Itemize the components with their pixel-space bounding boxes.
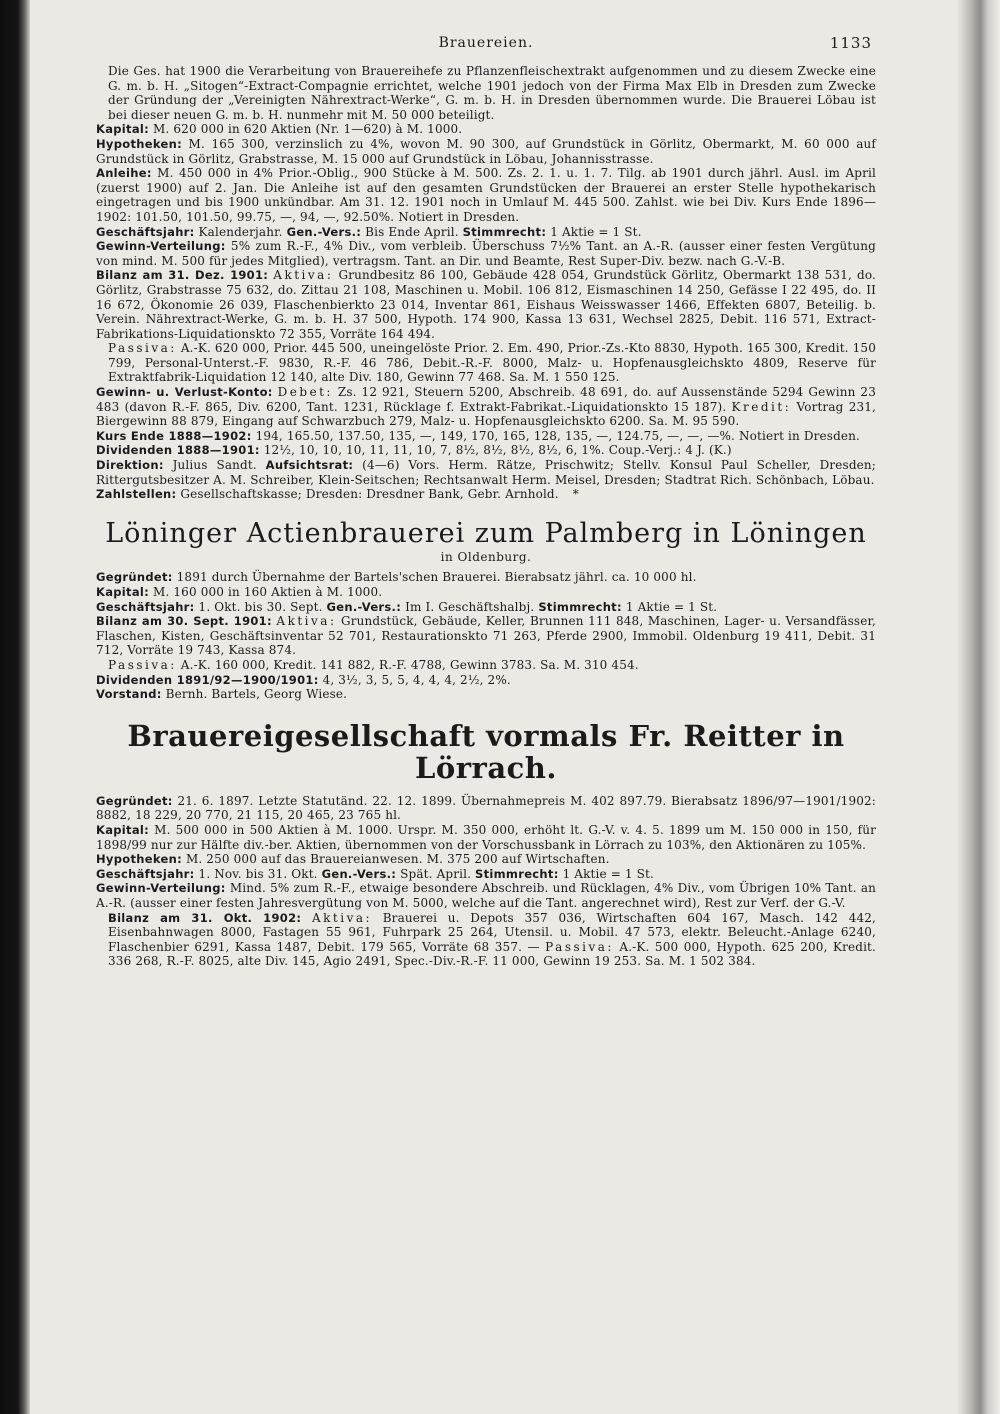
s3-geschaeftsjahr-text: 1. Nov. bis 31. Okt. <box>198 866 318 881</box>
aufsichtsrat-label: Aufsichtsrat: <box>265 458 354 473</box>
kapital-entry <box>96 122 876 137</box>
company-title-loerrach: Brauereigesellschaft vormals Fr. Reitter in Lörrach. <box>127 718 845 785</box>
direktion-label: Direktion: <box>96 458 164 473</box>
geschaeftsjahr-text: Kalenderjahr. <box>198 224 283 239</box>
aktiva-label: Aktiva: <box>273 268 334 283</box>
s3-kapital-entry <box>96 823 876 852</box>
s3-stimmrecht-text: 1 Aktie = 1 St. <box>562 866 654 881</box>
gewinn-verlust-label: Gewinn- u. Verlust-Konto: <box>96 385 273 400</box>
kredit-text: Vortrag 231, Biergewinn 88 879, Eingang auf Schwarzbuch 279, Malz- u. Hopfenausgleichskto 6200. Sa. M. 95 590. <box>96 399 877 429</box>
s2-passiva-entry <box>96 658 876 673</box>
debet-label: Debet: <box>277 385 333 400</box>
s2-bilanz-label: Bilanz am 30. Sept. 1901: <box>96 614 272 629</box>
bilanz-entry <box>96 268 876 341</box>
anleihe-text: M. 450 000 in 4% Prior.-Oblig., 900 Stücke à M. 500. Zs. 2. 1. u. 1. 7. Tilg. ab 1901 durch jährl. Ausl. im April (zuerst 1900) auf 2. Jan. Die Anleihe ist auf den gesamten Grundstücken der Brauerei an erster Stelle hypothekarisch eingetragen und bis 1900 unkündbar. Am 31. 12. 1901 noch in Umlauf M. 445 500. Zahlst. wie bei Div. Kurs Ende 1896—1902: 101.50, 101.50, 99.75, —, 94, —, 92.50%. Notiert in Dresden. <box>96 166 876 224</box>
s2-aktiva-label: Aktiva: <box>276 614 337 629</box>
s2-vorstand-text: Bernh. Bartels, Georg Wiese. <box>165 687 348 702</box>
s2-gegruendet-text: 1891 durch Übernahme der Bartels'schen Brauerei. Bierabsatz jährl. ca. 10 000 hl. <box>176 570 697 585</box>
s2-kapital-entry <box>96 585 876 600</box>
running-head-title: Brauereien. <box>438 35 534 51</box>
gen-vers-text: Bis Ende April. <box>365 224 459 239</box>
dividenden-entry <box>96 443 876 458</box>
s3-aktiva-label: Aktiva: <box>311 910 373 925</box>
zahlstellen-entry <box>96 487 876 502</box>
intro-paragraph: Die Ges. hat 1900 die Verarbeitung von Brauereihefe zu Pflanzenfleischextrakt aufgenommen und zu diesem Zwecke eine G. m. b. H. „Sitogen“-Extract-Compagnie errichtet, welche 1901 jedoch von der Firma Max Elb in Dresden zum Zwecke der Gründung der „Vereinigten Nährextract-Werke“, G. m. b. H. in Dresden übernommen wurde. Die Brauerei Löbau ist bei dieser neuen G. m. b. H. nunmehr mit M. 50 000 beteiligt. <box>108 64 876 122</box>
s2-gegruendet-label: Gegründet: <box>96 570 173 585</box>
page-content <box>96 30 876 969</box>
s2-vorstand-entry <box>96 687 876 702</box>
s3-gegruendet-label: Gegründet: <box>96 793 173 808</box>
gewinn-verteilung-entry <box>96 239 876 268</box>
page-spine-shadow <box>0 0 30 1414</box>
s3-gewinn-verteilung-entry <box>96 881 876 910</box>
kurs-label: Kurs Ende 1888—1902: <box>96 428 252 443</box>
s3-bilanz-entry: Bilanz am 31. Okt. 1902: Aktiva: Brauerei u. Depots 357 036, Wirtschaften 604 167, Masch. 142 442, Eisenbahnwagen 8000, Fastagen 55 961, Fuhrpark 25 264, Utensil. u. Mobil. 47 573, elektr. Beleucht.-Anlage 6240, Flaschenbier 6291, Kassa 1487, Debit. 179 565, Vorräte 68 357. — Passiva: A.-K. 500 000, Hypoth. 625 200, Kredit. 336 268, R.-F. 8025, alte Div. 145, Agio 2491, Spec.-Div.-R.-F. 11 000, Gewinn 19 253. Sa. M. 1 502 384. <box>108 910 877 969</box>
passiva-entry <box>96 341 876 385</box>
dividenden-text: 12½, 10, 10, 10, 11, 11, 10, 7, 8½, 8½, 8½, 8½, 6, 1%. Coup.-Verj.: 4 J. (K.) <box>263 443 732 458</box>
s3-aktiva-text: Brauerei u. Depots 357 036, Wirtschaften 604 167, Masch. 142 442, Eisenbahnwagen 8000, Fastagen 55 961, Fuhrpark 25 264, Utensil. u. Mobil. 47 573, elektr. Beleucht.-Anlage 6240, Flaschenbier 6291, Kassa 1487, Debit. 179 565, Vorräte 68 357. <box>108 910 877 954</box>
s2-geschaeftsjahr-label: Geschäftsjahr: <box>96 599 195 614</box>
s2-dividenden-label: Dividenden 1891/92—1900/1901: <box>96 672 319 687</box>
gewinn-verteilung-text: 5% zum R.-F., 4% Div., vom verbleib. Überschuss 7½% Tant. an A.-R. (ausser einer festen Vergütung von mind. M. 500 für jedes Mitglied), vertragsm. Tant. an Dir. und Beamte, Rest Super-Div. bezw. nach G.-V.-B. <box>96 239 876 268</box>
direktion-entry <box>96 458 876 487</box>
geschaeftsjahr-label: Geschäftsjahr: <box>96 224 195 239</box>
s3-stimmrecht-label: Stimmrecht: <box>475 866 559 881</box>
s2-kapital-text: M. 160 000 in 160 Aktien à M. 1000. <box>153 585 383 599</box>
s2-aktiva-text: Grundstück, Gebäude, Keller, Brunnen 111 848, Maschinen, Lager- u. Versandfässer, Flaschen, Kisten, Geschäftsinventar 52 701, Restaurationskto 71 263, Pferde 2900, Immobil. Oldenburg 19 411, Debit. 31 712, Vorräte 19 743, Kassa 874. <box>96 614 877 658</box>
gewinn-verlust-entry <box>96 385 876 429</box>
passiva-text: A.-K. 620 000, Prior. 445 500, uneingelöste Prior. 2. Em. 490, Prior.-Zs.-Kto 8830, Hypoth. 165 300, Kredit. 150 799, Personal-Unterst.-F. 9830, R.-F. 46 786, Debit.-R.-F. 8000, Malz- u. Hopfenausgleichskto 4809, Reserve für Extraktfabrik-Liquidation 12 140, alte Div. 180, Gewinn 77 468. Sa. M. 1 550 125. <box>108 341 877 385</box>
s3-hypotheken-text: M. 250 000 auf das Brauereianwesen. M. 375 200 auf Wirtschaften. <box>185 852 610 867</box>
anleihe-label: Anleihe: <box>96 166 152 181</box>
s2-kapital-label: Kapital: <box>96 585 150 599</box>
s3-gewinn-verteilung-label: Gewinn-Verteilung: <box>96 881 226 896</box>
s3-gen-vers-label: Gen.-Vers.: <box>321 866 397 881</box>
s3-passiva-text: A.-K. 500 000, Hypoth. 625 200, Kredit. 336 268, R.-F. 8025, alte Div. 145, Agio 2491, Spec.-Div.-R.-F. 11 000, Gewinn 19 253. Sa. M. 1 502 384. <box>108 939 876 969</box>
zahlstellen-label: Zahlstellen: <box>96 487 177 502</box>
s2-geschaeftsjahr-entry <box>96 600 876 615</box>
kapital-label: Kapital: <box>96 122 150 137</box>
s2-geschaeftsjahr-text: 1. Okt. bis 30. Sept. <box>198 599 323 614</box>
s2-gen-vers-label: Gen.-Vers.: <box>326 599 402 614</box>
geschaeftsjahr-entry <box>96 225 876 240</box>
running-head <box>96 30 876 56</box>
s2-gegruendet-entry <box>96 570 876 585</box>
s3-passiva-label: Passiva: <box>545 939 614 954</box>
s2-vorstand-label: Vorstand: <box>96 687 162 702</box>
s3-geschaeftsjahr-entry <box>96 867 876 882</box>
s3-gen-vers-text: Spät. April. <box>400 866 472 881</box>
dividenden-label: Dividenden 1888—1901: <box>96 443 260 458</box>
kapital-text: M. 620 000 in 620 Aktien (Nr. 1—620) à M. 1000. <box>153 122 463 137</box>
company-title-loeningen: Löninger Actienbrauerei zum Palmberg in Löningen <box>105 517 867 549</box>
s3-kapital-text: M. 500 000 in 500 Aktien à M. 1000. Urspr. M. 350 000, erhöht lt. G.-V. v. 4. 5. 1899 um M. 150 000 in 150, für 1898/99 nur zur Hälfte div.-ber. Aktien, übernommen von der Vorschussbank in Lörrach zu 103%, den Aktionären zu 105%. <box>96 822 877 852</box>
s2-passiva-label: Passiva: <box>108 657 177 672</box>
s3-gegruendet-entry <box>96 794 876 823</box>
s3-bilanz-label: Bilanz am 31. Okt. 1902: <box>108 910 302 925</box>
hypotheken-entry <box>96 137 876 166</box>
page-edge-shadow <box>958 0 1000 1414</box>
debet-text: Zs. 12 921, Steuern 5200, Abschreib. 48 691, do. auf Aussenstände 5294 Gewinn 23 483 (davon R.-F. 865, Div. 6200, Tant. 1231, Rücklage f. Extrakt-Fabrikat.-Liquidationskto 15 187). <box>96 385 876 414</box>
hypotheken-text: M. 165 300, verzinslich zu 4%, wovon M. 90 300, auf Grundstück in Görlitz, Obermarkt, M. 60 000 auf Grundstück in Görlitz, Grabstrasse, M. 15 000 auf Grundstück in Löbau, Johannisstrasse. <box>96 136 876 166</box>
s2-gen-vers-text: Im I. Geschäftshalbj. <box>405 599 535 614</box>
direktion-text: Julius Sandt. <box>172 458 257 473</box>
bilanz-label: Bilanz am 31. Dez. 1901: <box>96 268 269 283</box>
page-number: 1133 <box>829 34 872 52</box>
aktiva-text: Grundbesitz 86 100, Gebäude 428 054, Grundstück Görlitz, Obermarkt 138 531, do. Görlitz, Grabstrasse 75 632, do. Zittau 21 108, Maschinen u. Mobil. 106 812, Eismaschinen 14 250, Gefässe I 22 495, do. II 16 672, Ökonomie 26 039, Flaschenbierkto 23 014, Inventar 861, Eishaus Weisswasser 1466, Effekten 6807, Beteilig. b. Verein. Nährextract-Werke, G. m. b. H. 37 500, Hypoth. 174 900, Kassa 13 631, Wechsel 2825, Debit. 116 571, Extract-Fabrikations-Liquidationskto 72 355, Vorräte 164 494. <box>96 268 877 341</box>
s3-gegruendet-text: 21. 6. 1897. Letzte Statutänd. 22. 12. 1899. Übernahmepreis M. 402 897.79. Bierabsatz 1896/97—1901/1902: 8882, 18 229, 20 770, 21 115, 20 465, 23 765 hl. <box>96 793 876 823</box>
anleihe-entry <box>96 166 876 224</box>
footnote-star: * <box>572 487 579 502</box>
s2-stimmrecht-text: 1 Aktie = 1 St. <box>625 599 718 614</box>
s2-dividenden-entry <box>96 673 876 688</box>
kurs-text: 194, 165.50, 137.50, 135, —, 149, 170, 165, 128, 135, —, 124.75, —, —, —%. Notiert in Dresden. <box>255 428 860 443</box>
hypotheken-label: Hypotheken: <box>96 136 182 151</box>
passiva-label: Passiva: <box>108 341 177 356</box>
zahlstellen-text: Gesellschaftskasse; Dresden: Dresdner Bank, Gebr. Arnhold. <box>180 487 559 502</box>
company-subtitle-loeningen: in Oldenburg. <box>440 549 532 564</box>
s2-bilanz-entry <box>96 614 876 658</box>
s2-stimmrecht-label: Stimmrecht: <box>538 599 622 614</box>
aufsichtsrat-text: (4—6) Vors. Herm. Rätze, Prischwitz; Stellv. Konsul Paul Scheller, Dresden; Rittergutsbesitzer A. M. Schreiber, Klein-Seitschen; Rechtsanwalt Herm. Meisel, Dresden; Stadtrat Rich. Schönbach, Löbau. <box>96 458 876 487</box>
s3-kapital-label: Kapital: <box>96 822 150 837</box>
s2-passiva-text: A.-K. 160 000, Kredit. 141 882, R.-F. 4788, Gewinn 3783. Sa. M. 310 454. <box>180 657 639 672</box>
kredit-label: Kredit: <box>731 399 792 414</box>
s3-geschaeftsjahr-label: Geschäftsjahr: <box>96 866 195 881</box>
stimmrecht-label: Stimmrecht: <box>462 224 547 239</box>
stimmrecht-text: 1 Aktie = 1 St. <box>550 224 642 239</box>
s3-hypotheken-entry <box>96 852 876 867</box>
s3-hypotheken-label: Hypotheken: <box>96 852 182 867</box>
kurs-entry <box>96 429 876 444</box>
gewinn-verteilung-label: Gewinn-Verteilung: <box>96 239 226 254</box>
s2-dividenden-text: 4, 3½, 3, 5, 5, 4, 4, 4, 2½, 2%. <box>322 672 511 687</box>
s3-gewinn-verteilung-text: Mind. 5% zum R.-F., etwaige besondere Abschreib. und Rücklagen, 4% Div., vom Übrigen 10% Tant. an A.-R. (ausser einer festen Jahresvergütung von M. 5000, welche auf die Tant. angerechnet wird), Rest zur Verf. der G.-V. <box>96 881 877 910</box>
gen-vers-label: Gen.-Vers.: <box>286 224 362 239</box>
